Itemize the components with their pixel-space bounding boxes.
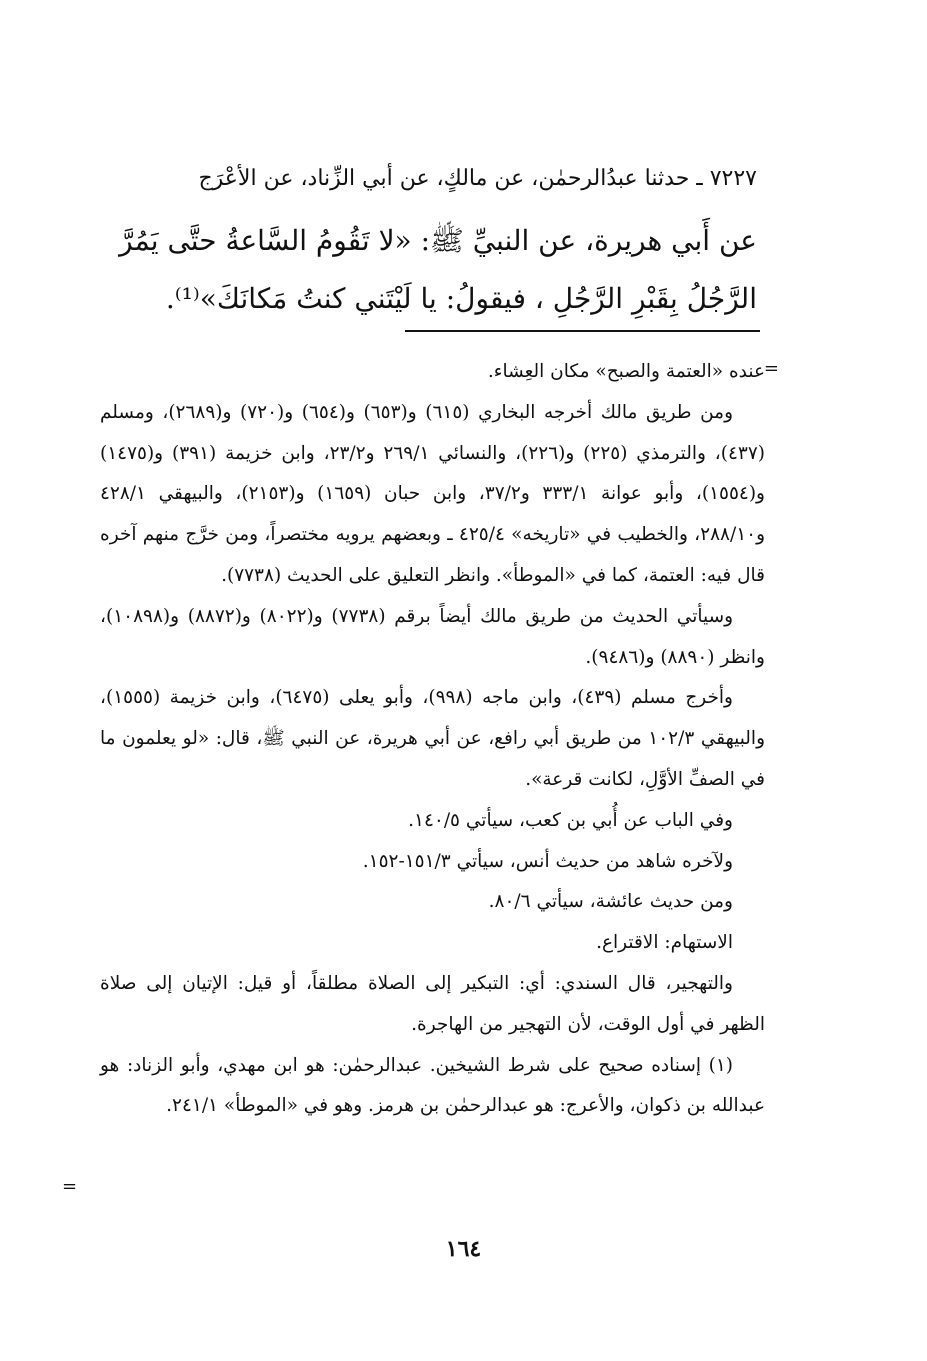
note-paragraph-7: ومن حديث عائشة، سيأتي ٨٠/٦.: [488, 891, 733, 913]
note-paragraph-4: وأخرج مسلم (٤٣٩)، وابن ماجه (٩٩٨)، وأبو يعلى (٦٤٧٥)، وابن خزيمة (١٥٥٥)، والبيهقي ١٠٢/٣ من طريق أبي رافع، عن أبي هريرة، عن النبي ﷺ، قال: «لو يعلمون ما في الصفِّ الأوَّلِ، لكانت قرعة».: [100, 687, 765, 790]
continuation-mark-start: =: [763, 358, 779, 379]
footnote-divider: [405, 330, 760, 332]
hadith-matn-line-1: عن أَبي هريرة، عن النبيِّ ﷺ: «لا تَقُومُ السَّاعةُ حتَّى يَمُرَّ: [119, 224, 757, 257]
continuation-mark-end: =: [62, 1176, 78, 1197]
note-paragraph-8: الاستهام: الاقتراع.: [596, 932, 733, 954]
note-paragraph-9: والتهجير، قال السندي: أي: التبكير إلى الصلاة مطلقاً، أو قيل: الإتيان إلى صلاة الظهر في أول الوقت، لأن التهجير من الهاجرة.: [100, 972, 765, 1035]
hadith-matn: [117, 212, 757, 328]
note-paragraph-6: ولآخره شاهد من حديث أنس، سيأتي ١٥١/٣-١٥٢.: [362, 850, 733, 872]
hadith-matn-line-2: الرَّجُلُ بِقَبْرِ الرَّجُلِ ، فيقولُ: يا لَيْتَني كنتُ مَكانَكَ»⁽¹⁾.: [165, 282, 757, 315]
footnote-1: (١) إسناده صحيح على شرط الشيخين. عبدالرحمٰن: هو ابن مهدي، وأبو الزناد: هو عبدالله بن ذكوان، والأعرج: هو عبدالرحمٰن بن هرمز. وهو في «الموطأ» ٢٤١/١.: [100, 1054, 765, 1117]
note-paragraph-2: ومن طريق مالك أخرجه البخاري (٦١٥) و(٦٥٣) و(٦٥٤) و(٧٢٠) و(٢٦٨٩)، ومسلم (٤٣٧)، والترمذي (٢٢٥) و(٢٢٦)، والنسائي ٢٦٩/١ و٢٣/٢، وابن خزيمة (٣٩١) و(١٤٧٥) و(١٥٥٤)، وأبو عوانة ٣٣٣/١ و٣٧/٢، وابن حبان (١٦٥٩) و(٢١٥٣)، والبيهقي ٤٢٨/١ و٢٨٨/١٠، والخطيب في «تاريخه» ٤٢٥/٤ ـ وبعضهم يرويه مختصراً، ومن خرَّج منهم آخره قال فيه: العتمة، كما في «الموطأ». وانظر التعليق على الحديث (٧٧٣٨).: [100, 401, 766, 586]
note-paragraph-1: عنده «العتمة والصبح» مكان العِشاء.: [487, 361, 765, 382]
footnotes: [100, 352, 765, 1127]
hadith-isnad-line: ٧٢٢٧ ـ حدثنا عبدُالرحمٰن، عن مالكٍ، عن أبي الزِّناد، عن الأعْرَج: [198, 166, 757, 191]
note-paragraph-3: وسيأتي الحديث من طريق مالك أيضاً برقم (٧٧٣٨) و(٨٠٢٢) و(٨٨٧٢) و(١٠٨٩٨)، وانظر (٨٨٩٠) و(٩٤٨٦).: [100, 605, 765, 668]
note-paragraph-5: وفي الباب عن أُبي بن كعب، سيأتي ١٤٠/٥.: [408, 809, 733, 831]
page-number: ١٦٤: [445, 1236, 482, 1262]
